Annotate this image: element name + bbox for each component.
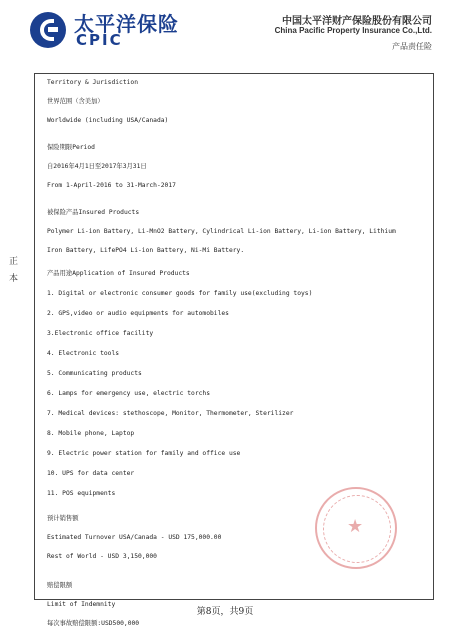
territory-value: Worldwide (including USA/Canada) <box>47 117 169 124</box>
products-label: 被保险产品Insured Products <box>47 209 140 216</box>
application-item: 6. Lamps for emergency use, electric torchs <box>47 390 211 397</box>
application-item: 4. Electronic tools <box>47 350 120 357</box>
products-section <box>47 208 429 255</box>
company-name-chinese: 中国太平洋财产保险股份有限公司 <box>282 16 432 27</box>
period-label: 保险期限Period <box>47 144 95 151</box>
side-mark-ben: 本 <box>9 274 19 284</box>
turnover-rest: Rest of World - USD 3,150,000 <box>47 553 157 560</box>
turnover-usa: Estimated Turnover USA/Canada - USD 175,000.00 <box>47 534 222 541</box>
application-item: 10. UPS for data center <box>47 470 135 477</box>
indemnity-each: 每次事故赔偿限额:USD500,000 <box>47 620 140 627</box>
application-item: 5. Communicating products <box>47 370 142 377</box>
logo-chinese-name: 太平洋保险 <box>74 12 179 36</box>
products-line-1: Polymer Li-ion Battery, Li-MnO2 Battery, Cylindrical Li-ion Battery, Li-ion Battery, Lithium <box>47 228 396 235</box>
application-item: 1. Digital or electronic consumer goods for family use(excluding toys) <box>47 290 313 297</box>
logo-english-name: CPIC <box>76 31 123 49</box>
page-number: 第8页，共9页 <box>196 607 254 617</box>
side-mark-zheng: 正 <box>9 257 19 267</box>
application-section <box>47 269 429 498</box>
territory-label: Territory & Jurisdiction <box>47 79 138 86</box>
department-label: 产品责任险 <box>392 42 432 51</box>
products-line-2: Iron Battery, LifePO4 Li-ion Battery, Ni-Mi Battery. <box>47 247 245 254</box>
turnover-label: 预计销售额 <box>47 515 79 522</box>
application-item: 9. Electric power station for family and office use <box>47 450 241 457</box>
application-label: 产品用途Application of Insured Products <box>47 270 190 277</box>
cpic-logo-icon <box>30 12 66 48</box>
application-item: 2. GPS,video or audio equipments for automobiles <box>47 310 229 317</box>
application-item: 11. POS equipments <box>47 490 116 497</box>
document-header <box>0 0 450 70</box>
company-seal-stamp <box>315 487 397 569</box>
period-section <box>47 143 429 190</box>
application-item: 8. Mobile phone, Laptop <box>47 430 135 437</box>
seal-star-icon: ★ <box>347 516 364 537</box>
territory-label-cn: 世界范围（含美加） <box>47 98 104 105</box>
period-en: From 1-April-2016 to 31-March-2017 <box>47 182 176 189</box>
period-cn: 自2016年4月1日至2017年3月31日 <box>47 163 147 170</box>
indemnity-en: Limit of Indemnity <box>47 601 116 608</box>
application-item: 7. Medical devices: stethoscope, Monitor, Thermometer, Sterilizer <box>47 410 294 417</box>
application-item: 3.Electronic office facility <box>47 330 154 337</box>
indemnity-label: 赔偿限额 <box>47 582 73 589</box>
territory-section <box>47 78 429 125</box>
company-name-english: China Pacific Property Insurance Co.,Ltd. <box>274 26 432 35</box>
